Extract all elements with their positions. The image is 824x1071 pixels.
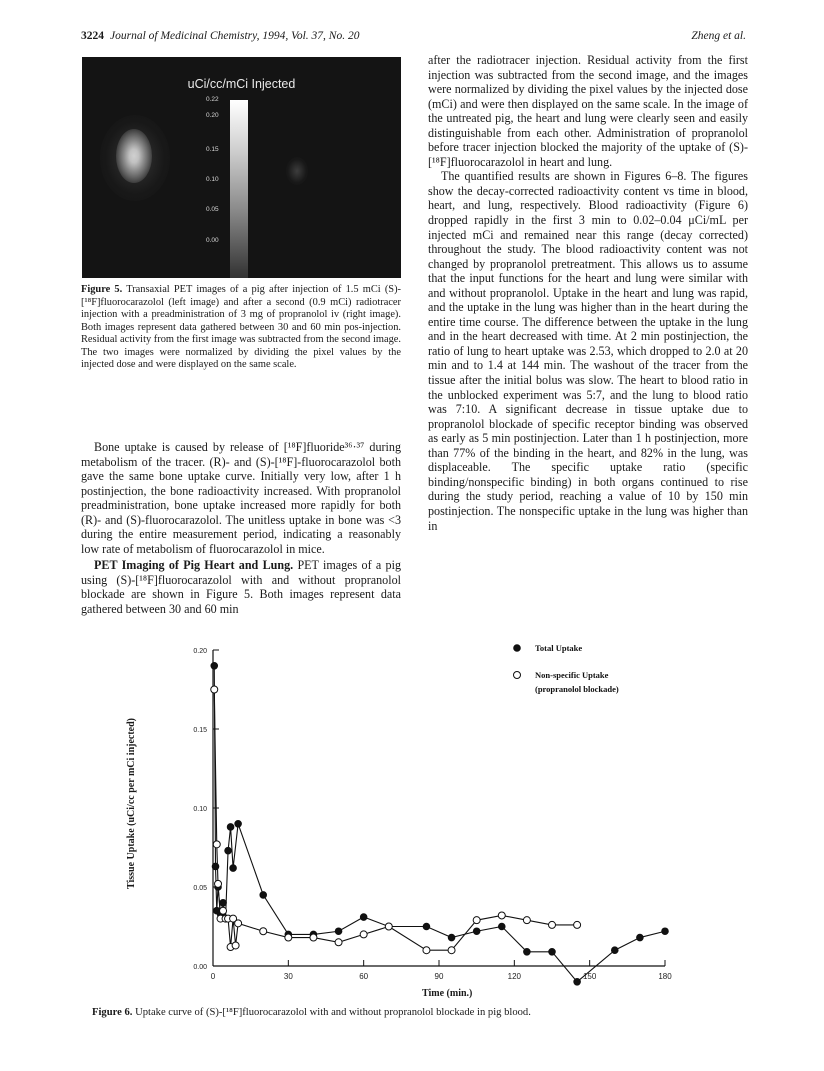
nonspecific-uptake-point <box>232 942 239 949</box>
x-axis-label: Time (min.) <box>422 988 473 999</box>
total-uptake-point <box>211 663 218 670</box>
section-heading: PET Imaging of Pig Heart and Lung. <box>94 558 294 573</box>
y-tick-label: 0.15 <box>193 727 207 734</box>
nonspecific-uptake-point <box>423 947 430 954</box>
pet-right-faint <box>286 157 308 185</box>
nonspecific-uptake-point <box>574 921 581 928</box>
figure5-caption-label: Figure 5. <box>81 284 123 295</box>
y-tick-label: 0.10 <box>193 806 207 813</box>
body-paragraph: The quantified results are shown in Figures 6–8. The figures show the decay-corrected radioactivity content vs time in blood, heart, and lung, respectively. Blood radioactivity (Figure 6) dropped rapidly in the first 3 min to 0.02–0.04 μCi/mL per injected mCi and remained near this range (decay corrected) throughout the study. The blood radioactivity content was not changed by propranolol pretreatment. This allows us to assume that the input functions for the heart and lung were similar with and without propranolol. Uptake in the heart and lung was rapid, and the uptake in the lung was higher than in the heart during the entire time course. The difference between the uptake in the lung and in the heart decreased with time. At 2 min postinjection, the ratio of lung to heart uptake was 2.53, which dropped to 2.0 at 20 min and to 1.4 at 144 min. The washout of the tracer from the tissue after the initial bolus was slow. The heart to blood ratio in the unblocked experiment was 5:7, and the lung to blood ratio was 7:10. A significant decrease in tissue uptake due to propranolol blockade of specific receptor binding was observed as early as 5 min postinjection. Later than 1 h postinjection, more than 77% of the binding in the heart, and 82% in the lung, was displaceable. The specific uptake ratio (specific binding/nonspecific binding) in both organs continued to rise during the study period, reaching a value of 10 by 150 min postinjection. The nonspecific uptake in the lung was higher than in <box>428 169 748 533</box>
legend-total-label: Total Uptake <box>535 643 583 653</box>
y-axis-label: Tissue Uptake (uCi/cc per mCi injected) <box>126 717 137 889</box>
x-tick-label: 120 <box>507 972 522 981</box>
total-uptake-point <box>220 900 227 907</box>
total-uptake-point <box>448 934 455 941</box>
body-paragraph: after the radiotracer injection. Residual activity from the first injection was subtracted from the second image, and the images were normalized by dividing the pixel values by the injected dose (mCi) and were then displayed on the same scale. In the image of the untreated pig, the heart and lung were clearly seen and easily distinguishable from each other. Administration of propranolol before tracer injection blocked the majority of the uptake of (S)-[¹⁸F]fluorocarazolol in heart and lung. <box>428 53 748 169</box>
total-uptake-point <box>225 847 232 854</box>
x-tick-label: 150 <box>582 972 597 981</box>
body-paragraph: Bone uptake is caused by release of [¹⁸F]fluoride³⁶·³⁷ during metabolism of the tracer. (R)- and (S)-[¹⁸F]-fluorocarazolol both gave the same bone uptake curve. Initially very low, after 1 h postinjection, the bone radioactivity increased. With propranolol preadministration, bone uptake increased more rapidly for both (R)- and (S)-fluorocarazolol. The unitless uptake in bone was <3 during the entire measurement period, indicating a reasonably low rate of metabolism of fluorocarazolol in mice. <box>81 440 401 556</box>
nonspecific-uptake-point <box>260 928 267 935</box>
legend-nonspecific-label: Non-specific Uptake <box>535 670 609 680</box>
figure5-caption-text: Transaxial PET images of a pig after injection of 1.5 mCi (S)-[¹⁸F]fluorocarazolol (left image) and after a second (0.9 mCi) radiotracer injection with a preadministration of 3 mg of propranolol iv (right image). Both images represent data gathered between 30 and 60 min pos-injection. Residual activity from the first image was subtracted from the second image. The two images were normalized by dividing the pixel values by the injected dose and were displayed on the same scale. <box>81 284 401 370</box>
nonspecific-uptake-point <box>310 934 317 941</box>
nonspecific-uptake-point <box>335 939 342 946</box>
y-tick-label: 0.00 <box>193 964 207 971</box>
legend-nonspecific-label: (propranolol blockade) <box>535 684 619 694</box>
colorbar-title: uCi/cc/mCi Injected <box>187 77 296 91</box>
total-uptake-point <box>611 947 618 954</box>
chart-svg <box>160 628 680 1003</box>
total-uptake-point <box>360 914 367 921</box>
legend-nonspecific-marker <box>514 672 521 679</box>
total-uptake-point <box>549 948 556 955</box>
nonspecific-uptake-point <box>448 947 455 954</box>
nonspecific-uptake-point <box>235 920 242 927</box>
nonspecific-uptake-point <box>213 841 220 848</box>
total-uptake-point <box>637 934 644 941</box>
nonspecific-uptake-point <box>360 931 367 938</box>
figure6-caption-label: Figure 6. <box>92 1007 133 1018</box>
total-uptake-point <box>473 928 480 935</box>
total-uptake-point <box>524 948 531 955</box>
nonspecific-uptake-line <box>214 690 577 951</box>
total-uptake-point <box>662 928 669 935</box>
page-number: 3224 <box>81 30 104 42</box>
colorbar-tick: 0.10 <box>206 176 219 183</box>
x-tick-label: 30 <box>283 972 293 981</box>
total-uptake-point <box>235 821 242 828</box>
nonspecific-uptake-point <box>549 921 556 928</box>
total-uptake-point <box>227 824 234 831</box>
running-header <box>81 30 359 42</box>
nonspecific-uptake-point <box>211 686 218 693</box>
nonspecific-uptake-point <box>498 912 505 919</box>
x-tick-label: 60 <box>359 972 369 981</box>
body-paragraph: PET images of a pig using (S)-[¹⁸F]fluorocarazolol with and without propranolol blockade are shown in Figure 5. Both images represent data gathered between 30 and 60 min <box>81 558 401 617</box>
x-tick-label: 0 <box>210 972 216 981</box>
figure6-caption <box>92 1007 792 1020</box>
left-text-column <box>81 440 401 617</box>
nonspecific-uptake-point <box>220 907 227 914</box>
pet-left-halo <box>100 115 170 201</box>
right-text-column <box>428 53 748 533</box>
nonspecific-uptake-point <box>285 934 292 941</box>
journal-citation: Journal of Medicinal Chemistry, 1994, Vol. 37, No. 20 <box>110 30 360 42</box>
total-uptake-point <box>260 892 267 899</box>
colorbar-tick: 0.05 <box>206 206 219 213</box>
colorbar-tick: 0.15 <box>206 146 219 153</box>
colorbar <box>230 100 248 278</box>
nonspecific-uptake-point <box>473 917 480 924</box>
legend-total-marker <box>514 645 521 652</box>
total-uptake-point <box>423 923 430 930</box>
figure6-chart <box>160 628 680 1003</box>
colorbar-tick: 0.20 <box>206 112 219 119</box>
total-uptake-point <box>335 928 342 935</box>
header-authors: Zheng et al. <box>691 30 746 42</box>
colorbar-tick: 0.22 <box>206 96 219 103</box>
figure6-caption-text: Uptake curve of (S)-[¹⁸F]fluorocarazolol with and without propranolol blockade in pig blood. <box>132 1007 531 1018</box>
colorbar-tick: 0.00 <box>206 237 219 244</box>
total-uptake-point <box>230 865 237 872</box>
figure5-pet-image <box>82 57 401 278</box>
nonspecific-uptake-point <box>215 880 222 887</box>
nonspecific-uptake-point <box>385 923 392 930</box>
total-uptake-point <box>498 923 505 930</box>
total-uptake-point <box>574 979 581 986</box>
nonspecific-uptake-point <box>523 917 530 924</box>
total-uptake-line <box>214 666 665 982</box>
figure5-caption <box>81 284 401 372</box>
y-tick-label: 0.05 <box>193 885 207 892</box>
x-tick-label: 90 <box>434 972 444 981</box>
x-tick-label: 180 <box>658 972 672 981</box>
y-tick-label: 0.20 <box>193 648 207 655</box>
